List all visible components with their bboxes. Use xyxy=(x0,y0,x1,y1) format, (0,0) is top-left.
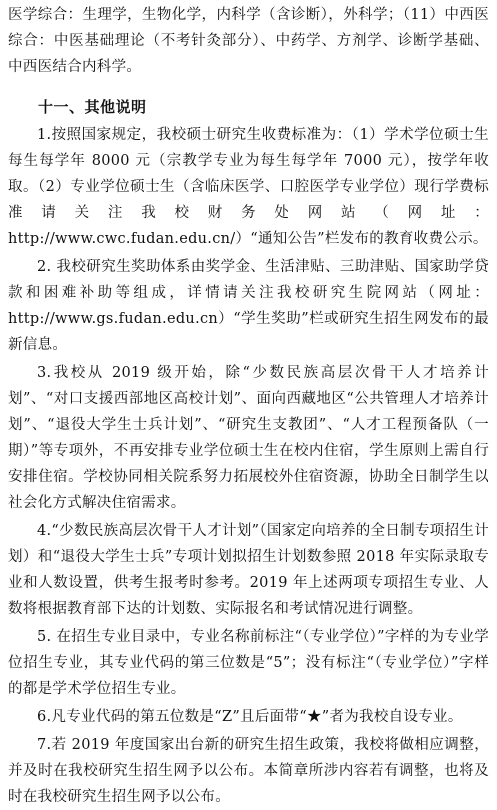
paragraph-6: 6.凡专业代码的第五位数是“Z”且后面带“★”者为我校自设专业。 xyxy=(37,709,463,725)
top-paragraph: 医学综合：生理学，生物化学，内科学（含诊断），外科学；（11）中西医综合：中医基础理论（不考针灸部分）、中药学、方剂学、诊断学基础、中西医结合内科学。 xyxy=(8,7,489,75)
paragraph-2: 2. 我校研究生奖助体系由奖学金、生活津贴、三助津贴、国家助学贷款和困难补助等组成，详情请关注我校研究生院网站（网址：http://www.gs.fudan.edu.cn）“学生奖助”栏或研究生招生网发布的最新信息。 xyxy=(8,259,489,353)
paragraph-5: 5. 在招生专业目录中，专业名称前标注“（专业学位）”字样的为专业学位招生专业，其专业代码的第三位数是“5”；没有标注“（专业学位）”字样的都是学术学位招生专业。 xyxy=(8,629,489,697)
paragraph-3: 3.我校从 2019 级开始，除“少数民族高层次骨干人才培养计划”、“对口支援西部地区高校计划”、面向西藏地区“公共管理人才培养计划”、“退役大学生士兵计划”、“研究生支教团”、“人才工程预备队（一期）”等专项外，不再安排专业学位硕士生在校内住宿，学生原则上需自行安排住宿。学校协同相关院系努力拓展校外住宿资源，协助全日制学生以社会化方式解决住宿需求。 xyxy=(8,365,489,511)
paragraph-4: 4.“少数民族高层次骨干人才计划”（国家定向培养的全日制专项招生计划）和“退役大学生士兵”专项计划拟招生计划数参照 2018 年实际录取专业和人数设置，供考生报考时参考。2019 年上述两项专项招生专业、人数将根据教育部下达的计划数、实际报名和考试情况进行调整。 xyxy=(8,523,489,617)
paragraph-7: 7.若 2019 年度国家出台新的研究生招生政策，我校将做相应调整，并及时在我校研究生招生网予以公布。本简章所涉内容若有调整，也将及时在我校研究生招生网予以公布。 xyxy=(8,737,489,805)
paragraph-1: 1.按照国家规定，我校硕士研究生收费标准为：（1）学术学位硕士生每生每学年 8000 元（宗教学专业为每生每学年 7000 元），按学年收取。（2）专业学位硕士生（含临床医学、口腔医学专业学位）现行学费标准请关注我校财务处网站（网址：http://www.cwc.fudan.edu.cn/）“通知公告”栏发布的教育收费公示。 xyxy=(8,127,489,247)
section-heading: 十一、其他说明 xyxy=(38,98,147,116)
